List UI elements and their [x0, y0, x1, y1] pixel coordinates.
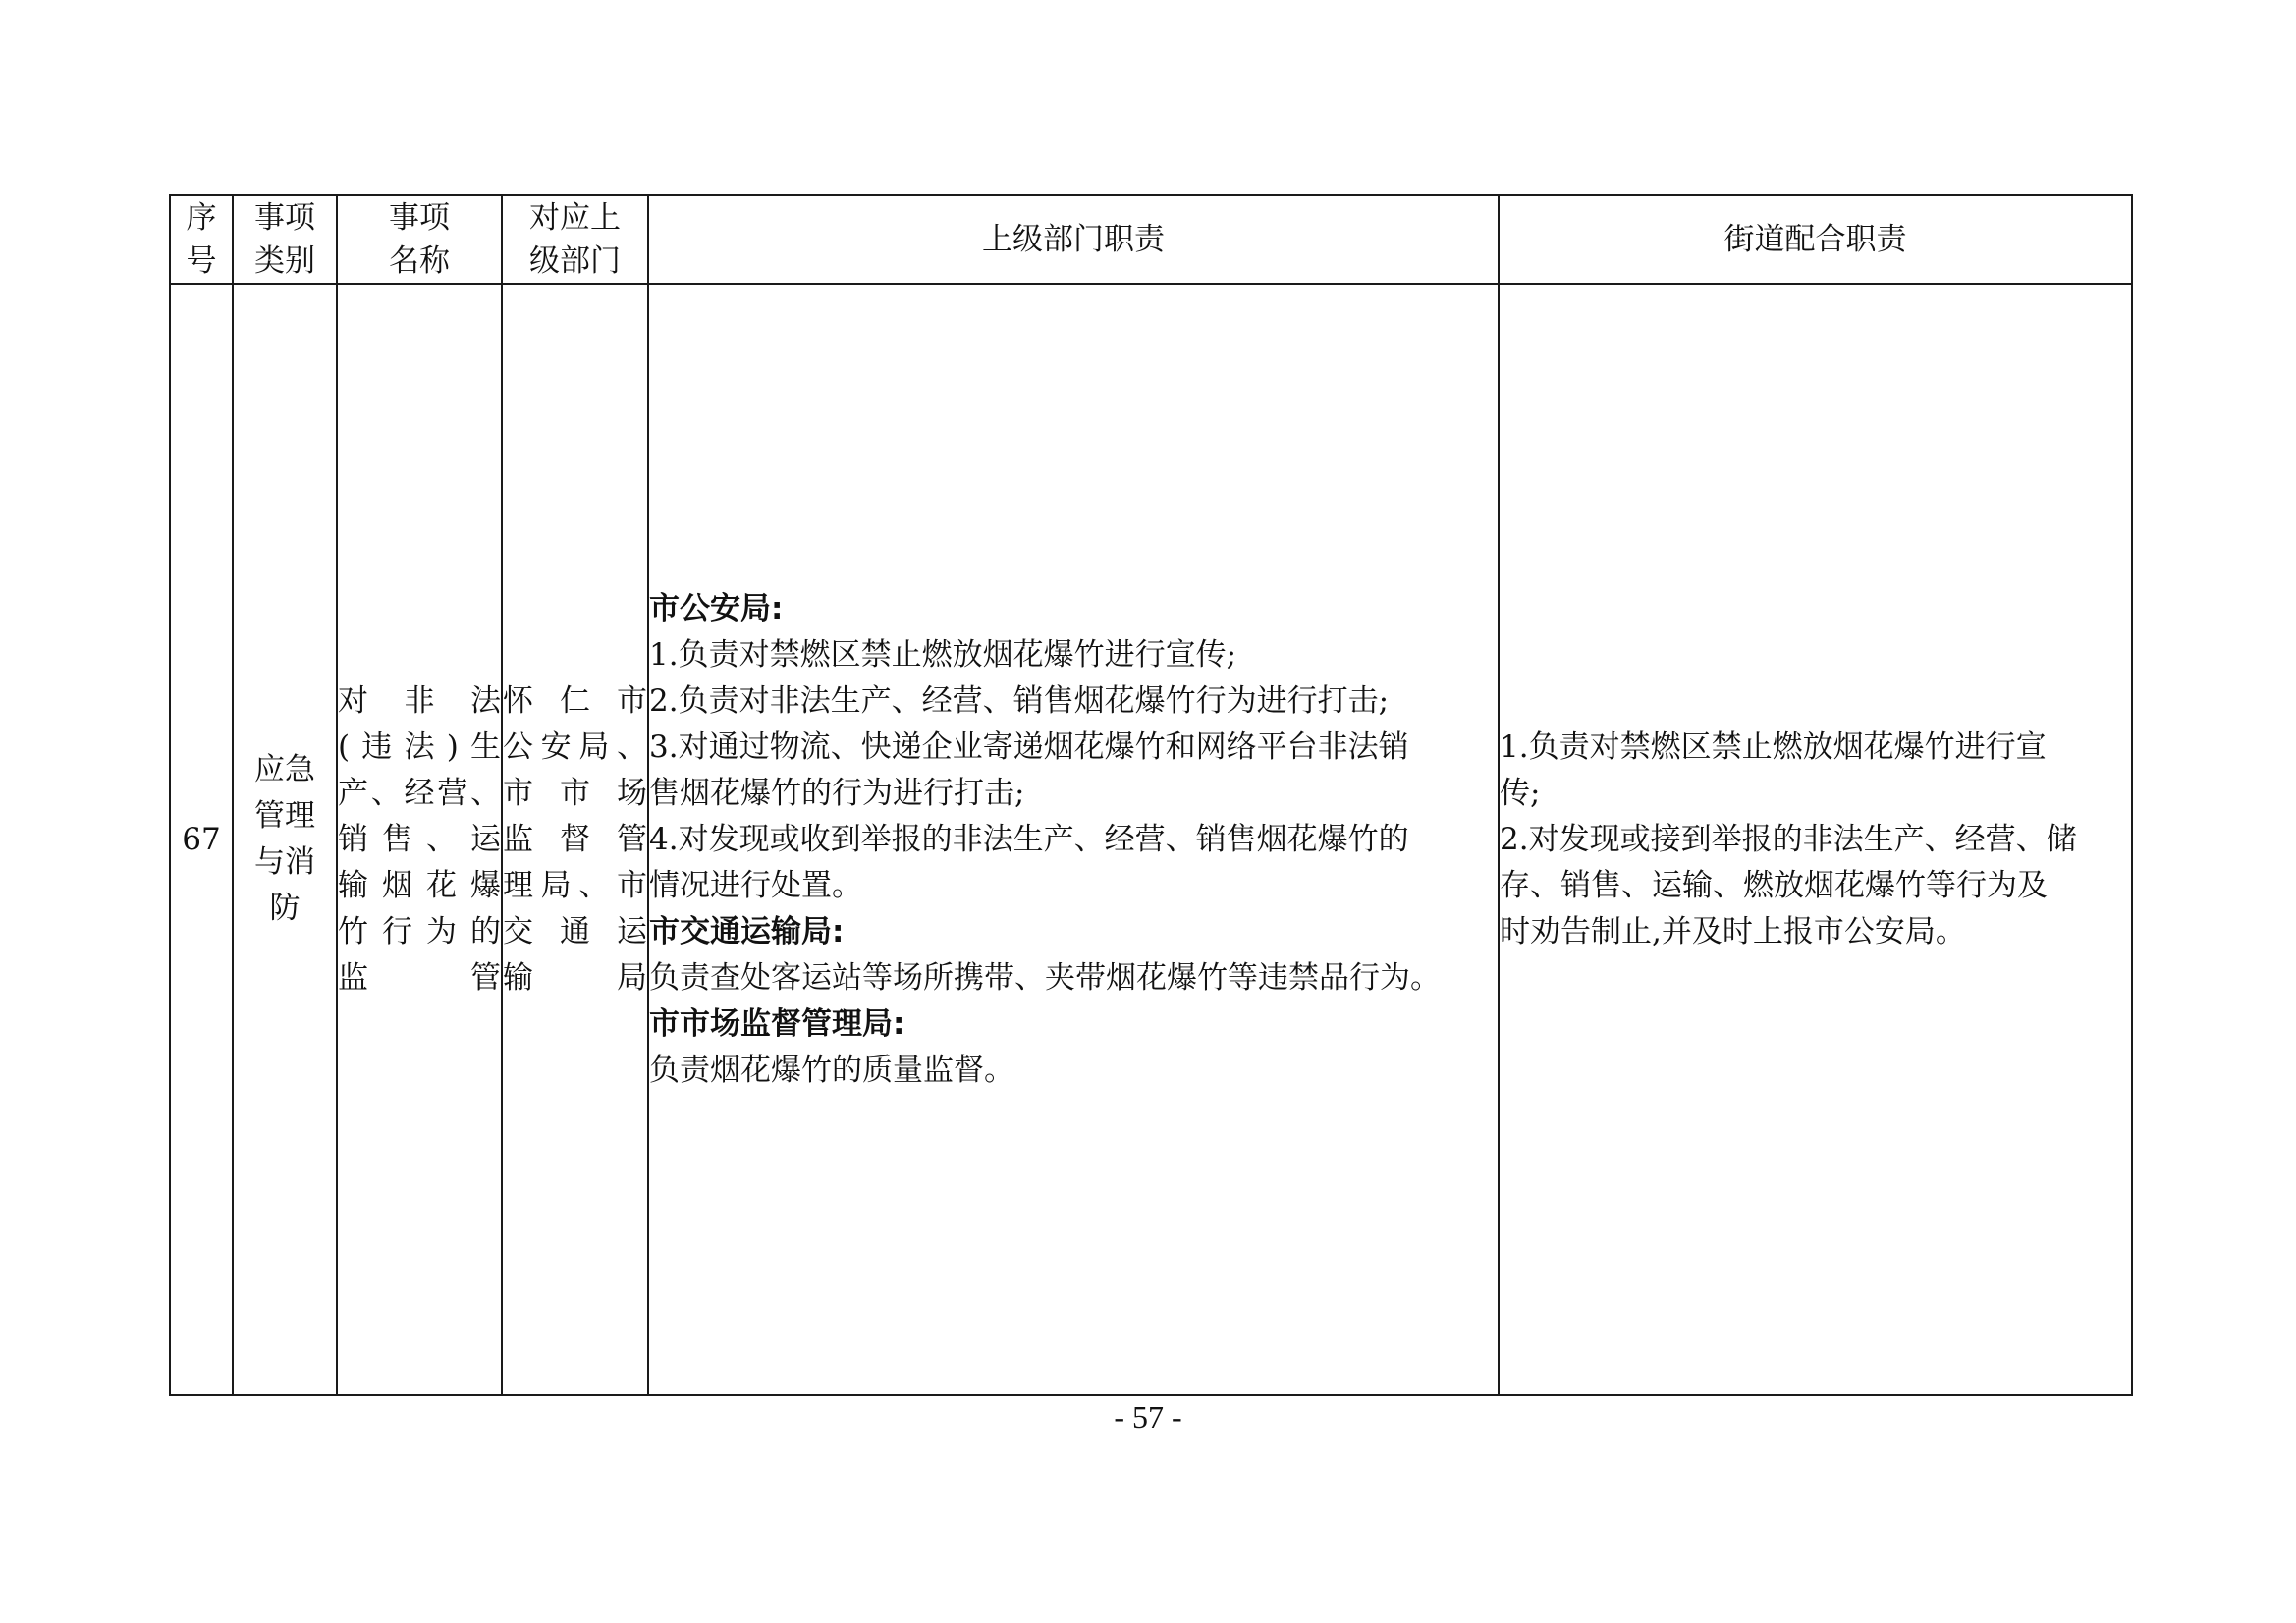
item-name-line: (违法)生 [338, 729, 501, 765]
dept-line: 怀仁市 [503, 682, 647, 719]
police-duty-line: 4.对发现或收到举报的非法生产、经营、销售烟花爆竹的 [649, 821, 1409, 857]
dept-line: 交通运 [503, 913, 647, 949]
header-dept: 对应上 级部门 [502, 195, 648, 284]
seq-cell: 67 [170, 284, 233, 1395]
dept-line: 市市场 [503, 775, 647, 811]
police-duty-line: 售烟花爆竹的行为进行打击; [649, 775, 1025, 811]
street-duty-line: 时劝告制止,并及时上报市公安局。 [1500, 913, 1966, 949]
header-seq: 序 号 [170, 195, 233, 284]
item-name-line: 输烟花爆 [338, 867, 501, 903]
market-duty-text: 负责烟花爆竹的质量监督。 [649, 1052, 1014, 1088]
item-name-line: 监管 [338, 959, 501, 996]
street-duty-line: 传; [1500, 775, 1541, 811]
item-name-line: 对非法 [338, 682, 501, 719]
dept-line: 理局、市 [503, 867, 647, 903]
transport-duty-text: 负责查处客运站等场所携带、夹带烟花爆竹等违禁品行为。 [649, 959, 1441, 996]
page-number: - 57 - [1114, 1399, 1182, 1434]
item-name-line: 竹行为的 [338, 913, 501, 949]
superior-duty-cell [648, 284, 1499, 1395]
street-duty-cell [1499, 284, 2132, 1395]
header-category: 事项 类别 [233, 195, 337, 284]
transport-heading: 市交通运输局: [649, 913, 845, 949]
police-duty-line: 2.负责对非法生产、经营、销售烟花爆竹行为进行打击; [649, 682, 1390, 719]
table-row [170, 284, 2132, 1395]
item-name-line: 产、经营、 [338, 775, 501, 811]
street-duty-line: 1.负责对禁燃区禁止燃放烟花爆竹进行宣 [1500, 729, 2047, 765]
dept-line: 监督管 [503, 821, 647, 857]
item-name-line: 销售、运 [338, 821, 501, 857]
street-duty-line: 存、销售、运输、燃放烟花爆竹等行为及 [1500, 867, 2048, 903]
dept-cell [502, 284, 648, 1395]
street-duty-line: 2.对发现或接到举报的非法生产、经营、储 [1500, 821, 2077, 857]
category-cell: 应急 管理 与消 防 [233, 284, 337, 1395]
dept-line: 公安局、 [503, 729, 647, 765]
police-duty-line: 3.对通过物流、快递企业寄递烟花爆竹和网络平台非法销 [649, 729, 1409, 765]
header-name: 事项 名称 [337, 195, 502, 284]
police-duty-line: 情况进行处置。 [649, 867, 862, 903]
header-duty: 上级部门职责 [648, 195, 1499, 284]
dept-line: 输局 [503, 959, 647, 996]
table-header-row [170, 195, 2132, 284]
duty-table [169, 194, 2133, 1396]
police-duty-line: 1.负责对禁燃区禁止燃放烟花爆竹进行宣传; [649, 636, 1237, 673]
market-heading: 市市场监督管理局: [649, 1005, 905, 1042]
header-street: 街道配合职责 [1499, 195, 2132, 284]
police-heading: 市公安局: [649, 590, 784, 626]
item-name-cell [337, 284, 502, 1395]
